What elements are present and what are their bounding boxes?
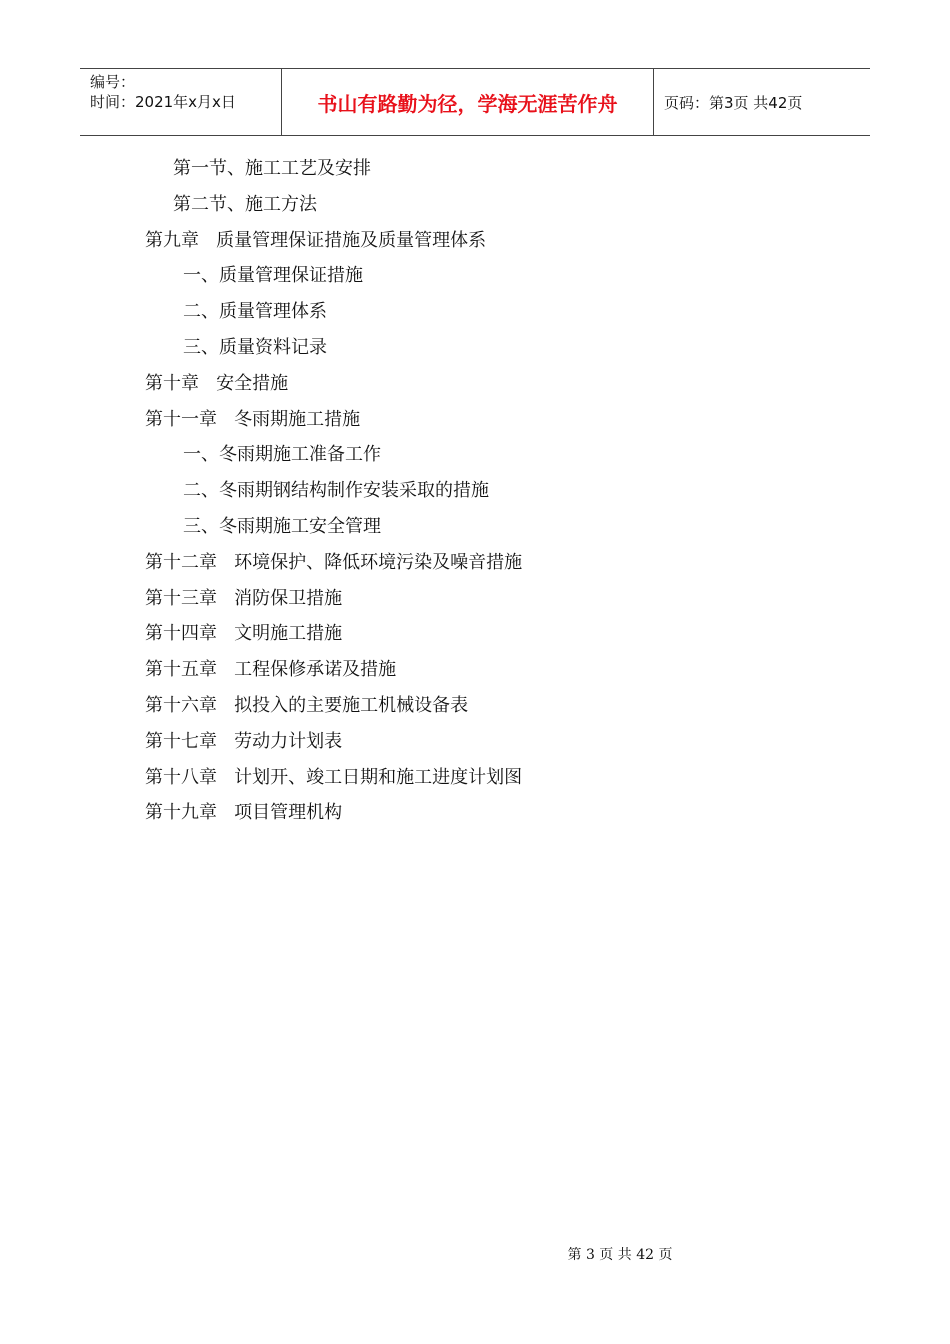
page-header [80, 68, 870, 136]
toc-entry: 第十三章 消防保卫措施 [145, 587, 343, 609]
header-motto: 书山有路勤为径，学海无涯苦作舟 [282, 69, 654, 135]
toc-entry: 第十八章 计划开、竣工日期和施工进度计划图 [145, 766, 523, 788]
time-label: 时间：2021年x月x日 [90, 93, 236, 111]
toc-entry: 一、冬雨期施工准备工作 [183, 444, 381, 466]
toc-entry: 三、冬雨期施工安全管理 [183, 516, 381, 537]
toc-entry: 第十二章 环境保护、降低环境污染及噪音措施 [145, 551, 523, 573]
toc-entry: 第二节、施工方法 [173, 193, 317, 215]
toc-entry: 二、质量管理体系 [183, 301, 327, 323]
toc-entry: 第十四章 文明施工措施 [145, 623, 343, 645]
toc-entry: 第九章 质量管理保证措施及质量管理体系 [145, 229, 487, 251]
toc-entry: 第十一章 冬雨期施工措施 [145, 408, 361, 430]
number-label: 编号： [90, 73, 136, 91]
page-footer: 第 3 页 共 42 页 [567, 1247, 673, 1263]
toc-entry: 第十五章 工程保修承诺及措施 [145, 659, 397, 681]
toc-entry: 第一节、施工工艺及安排 [173, 158, 371, 179]
header-page-info: 页码：第3页 共42页 [664, 93, 803, 112]
toc-entry: 一、质量管理保证措施 [183, 265, 363, 287]
toc-entry: 第十七章 劳动力计划表 [145, 730, 343, 752]
toc-entry: 三、质量资料记录 [183, 337, 327, 358]
toc-entry: 第十章 安全措施 [145, 372, 289, 394]
header-meta [80, 69, 282, 135]
toc-entry: 二、冬雨期钢结构制作安装采取的措施 [183, 480, 489, 502]
toc-entry: 第十九章 项目管理机构 [145, 802, 343, 824]
toc-entry: 第十六章 拟投入的主要施工机械设备表 [145, 695, 469, 716]
